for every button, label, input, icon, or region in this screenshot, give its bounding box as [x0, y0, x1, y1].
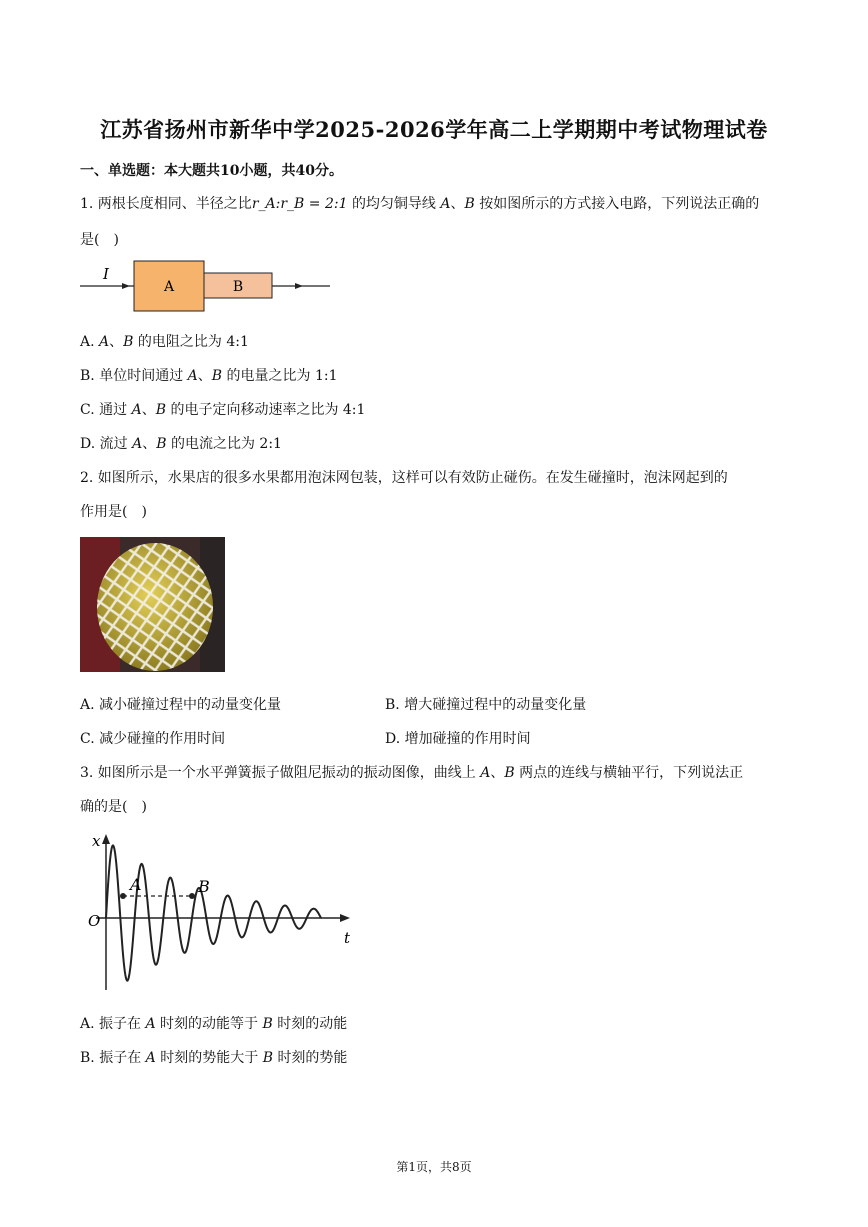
- q2-option-b: B. 增大碰撞过程中的动量变化量: [385, 697, 587, 713]
- x-axis-arrow-icon: [340, 914, 350, 922]
- q2-option-a: A. 减小碰撞过程中的动量变化量: [80, 697, 282, 713]
- point-a: [120, 893, 126, 899]
- q2-stem-line2: 作用是( ): [80, 504, 147, 520]
- page-title: 江苏省扬州市新华中学2025-2026学年高二上学期期中考试物理试卷: [100, 117, 768, 142]
- y-axis-arrow-icon: [102, 834, 110, 844]
- q1-stem: 1. 两根长度相同、半径之比r_A:r_B = 2:1 的均匀铜导线 A、B 按如图所示的方式接入电路，下列说法正确的: [80, 196, 760, 212]
- melon-net-photo: [80, 537, 225, 672]
- origin-label: O: [88, 912, 101, 930]
- conductor-a-label: A: [163, 279, 175, 295]
- point-b-label: B: [198, 877, 210, 896]
- q3-stem-line2: 确的是( ): [80, 799, 147, 815]
- q1-circuit-figure: [78, 258, 338, 316]
- q1-option-b: B. 单位时间通过 A、B 的电量之比为 1:1: [80, 368, 338, 384]
- ratio-formula: r_A:r_B = 2:1: [251, 196, 348, 212]
- foam-net: [97, 543, 213, 671]
- q1-option-c: C. 通过 A、B 的电子定向移动速率之比为 4:1: [80, 402, 366, 418]
- oscillation-curve: [106, 845, 321, 980]
- y-axis-label: x: [92, 832, 101, 850]
- x-axis-label: t: [344, 929, 351, 947]
- q3-stem: 3. 如图所示是一个水平弹簧振子做阻尼振动的振动图像，曲线上 A、B 两点的连线与横轴平行，下列说法正: [80, 765, 744, 781]
- page-footer: 第1页，共8页: [396, 1160, 472, 1174]
- current-label: I: [103, 265, 109, 283]
- q1-stem-line2: 是( ): [80, 232, 119, 248]
- q3-option-a: A. 振子在 A 时刻的动能等于 B 时刻的动能: [80, 1016, 348, 1032]
- q1-option-d: D. 流过 A、B 的电流之比为 2:1: [80, 436, 282, 452]
- q2-option-d: D. 增加碰撞的作用时间: [385, 731, 531, 747]
- arrow-out-icon: [295, 283, 303, 289]
- arrow-in-icon: [122, 283, 130, 289]
- q3-damped-oscillation-graph: [82, 830, 362, 995]
- q2-option-c: C. 减少碰撞的作用时间: [80, 731, 226, 747]
- point-b: [189, 893, 195, 899]
- section-heading: 一、单选题：本大题共10小题，共40分。: [80, 163, 343, 179]
- point-a-label: A: [130, 875, 142, 894]
- q2-stem: 2. 如图所示，水果店的很多水果都用泡沫网包装，这样可以有效防止碰伤。在发生碰撞时，泡沫网起到的: [80, 470, 728, 486]
- q3-option-b: B. 振子在 A 时刻的势能大于 B 时刻的势能: [80, 1050, 348, 1066]
- conductor-b-label: B: [232, 279, 244, 295]
- q1-option-a: A. A、B 的电阻之比为 4:1: [80, 334, 249, 350]
